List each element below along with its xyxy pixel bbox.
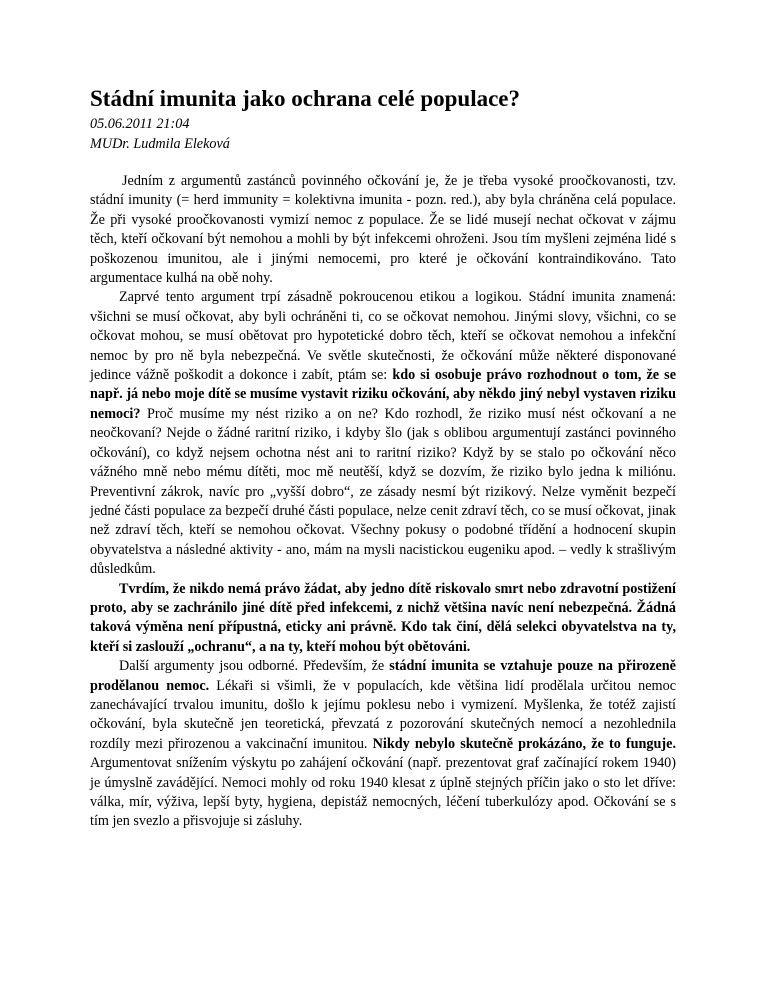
article-date: 05.06.2011 21:04 [90,116,190,132]
bold-text-run: stádní imunita se vztahuje pouze na přirozeně prodělanou nemoc. [90,658,676,694]
paragraph-2 [90,288,676,579]
article-title: Stádní imunita jako ochrana celé populace? [90,86,521,111]
text-run: Proč musíme my nést riziko a on ne? Kdo rozhodl, že riziko musí nést očkovaní a ne neočkovaní? Nejde o žádné raritní riziko, i kdyby šlo (jak s oblibou argumentují zastánci povinného očkování), co když nejsem ochotna nést ani to raritní riziko? Když by se stalo po očkování něco vážného mně nebo mému dítěti, moc mě neutěší, když se dozvím, že riziko bylo jedna k miliónu. Preventivní zákrok, navíc pro „vyšší dobro“, ze zásady nesmí být rizikový. Nelze vyměnit bezpečí jedné části populace za bezpečí druhé části populace, nelze cenit zdraví těch, co se musí očkovat, jinak než zdraví těch, kteří se nemohou očkovat. Všechny pokusy o podobné třídění a hodnocení skupin obyvatelstva a následné aktivity - ano, mám na mysli nacistickou eugeniku apod. – vedly k strašlivým důsledkům. [90,405,676,578]
text-run: Zaprvé tento argument trpí zásadně pokroucenou etikou a logikou. Stádní imunita znamená: všichni se musí očkovat, aby byli ochráněni ti, co se očkovat nemohou. Jinými slovy, všichni, co se očkovat mohou, se musí obětovat pro hypotetické dobro těch, kteří se očkovat nemohou a infekční nemoc by pro ně byla nebezpečná. Ve světle skutečnosti, že očkování může některé disponované jedince vážně poškodit a dokonce i zabít, ptám se: [90,289,676,384]
paragraph-1 [90,172,676,288]
text-run: Další argumenty jsou odborné. Především, že [119,658,390,675]
text-run: Argumentovat snížením výskytu po zahájení očkování (např. prezentovat graf začínající rokem 1940) je úmyslně zavádějící. Nemoci mohly od roku 1940 klesat z úplně stejných příčin jako o sto let dříve: válka, mír, výživa, lepší byty, hygiena, depistáž nemocných, léčení tuberkulózy apod. Očkování se s tím jen svezlo a přisvojuje si zásluhy. [90,755,676,830]
bold-text-run: kdo si osobuje právo rozhodnout o tom, že se např. já nebo moje dítě se musíme vystavit riziku očkování, aby někdo jiný nebyl vystaven riziku nemoci? [90,367,676,422]
spacer [90,154,676,172]
bold-text-run: Nikdy nebylo skutečně prokázáno, že to funguje. [372,735,676,752]
text-run: Jedním z argumentů zastánců povinného očkování je, že je třeba vysoké proočkovanosti, tzv. stádní imunity (= herd immunity = kolektivna imunita - pozn. red.), aby byla chráněna celá populace. Že při vysoké proočkovanosti vymizí nemoc z populace. Že se lidé musejí nechat očkovat v zájmu těch, kteří očkovaní být nemohou a mohli by být infekcemi ohroženi. Jsou tím myšleni zejména lidé s poškozenou imunitou, ale i jinými nemocemi, pro které je očkování kontraindikováno. Tato argumentace kulhá na obě nohy. [90,173,676,287]
text-run: Lékaři si všimli, že v populacích, kde většina lidí prodělala určitou nemoc zanechávající trvalou imunitu, došlo k jejímu poklesu nebo i vymizení. Myšlenka, že totéž zajistí očkování, byla skutečně jen teoretická, převzatá z pozorování skutečných nemocí a nezohlednila rozdíly mezi přirozenou a vakcinační imunitou. [90,677,676,752]
document-page [90,84,676,832]
paragraph-3 [90,580,676,658]
paragraph-4 [90,657,676,832]
article-author: MUDr. Ludmila Eleková [90,135,230,152]
bold-text-run: Tvrdím, že nikdo nemá právo žádat, aby jedno dítě riskovalo smrt nebo zdravotní postižení proto, aby se zachránilo jiné dítě před infekcemi, z nichž většina navíc není nebezpečná. Žádná taková výměna není přípustná, eticky ani právně. Kdo tak činí, dělá selekci obyvatelstva na ty, kteří si zaslouží „ochranu“, a na ty, kteří mohou být obětováni. [90,580,676,655]
